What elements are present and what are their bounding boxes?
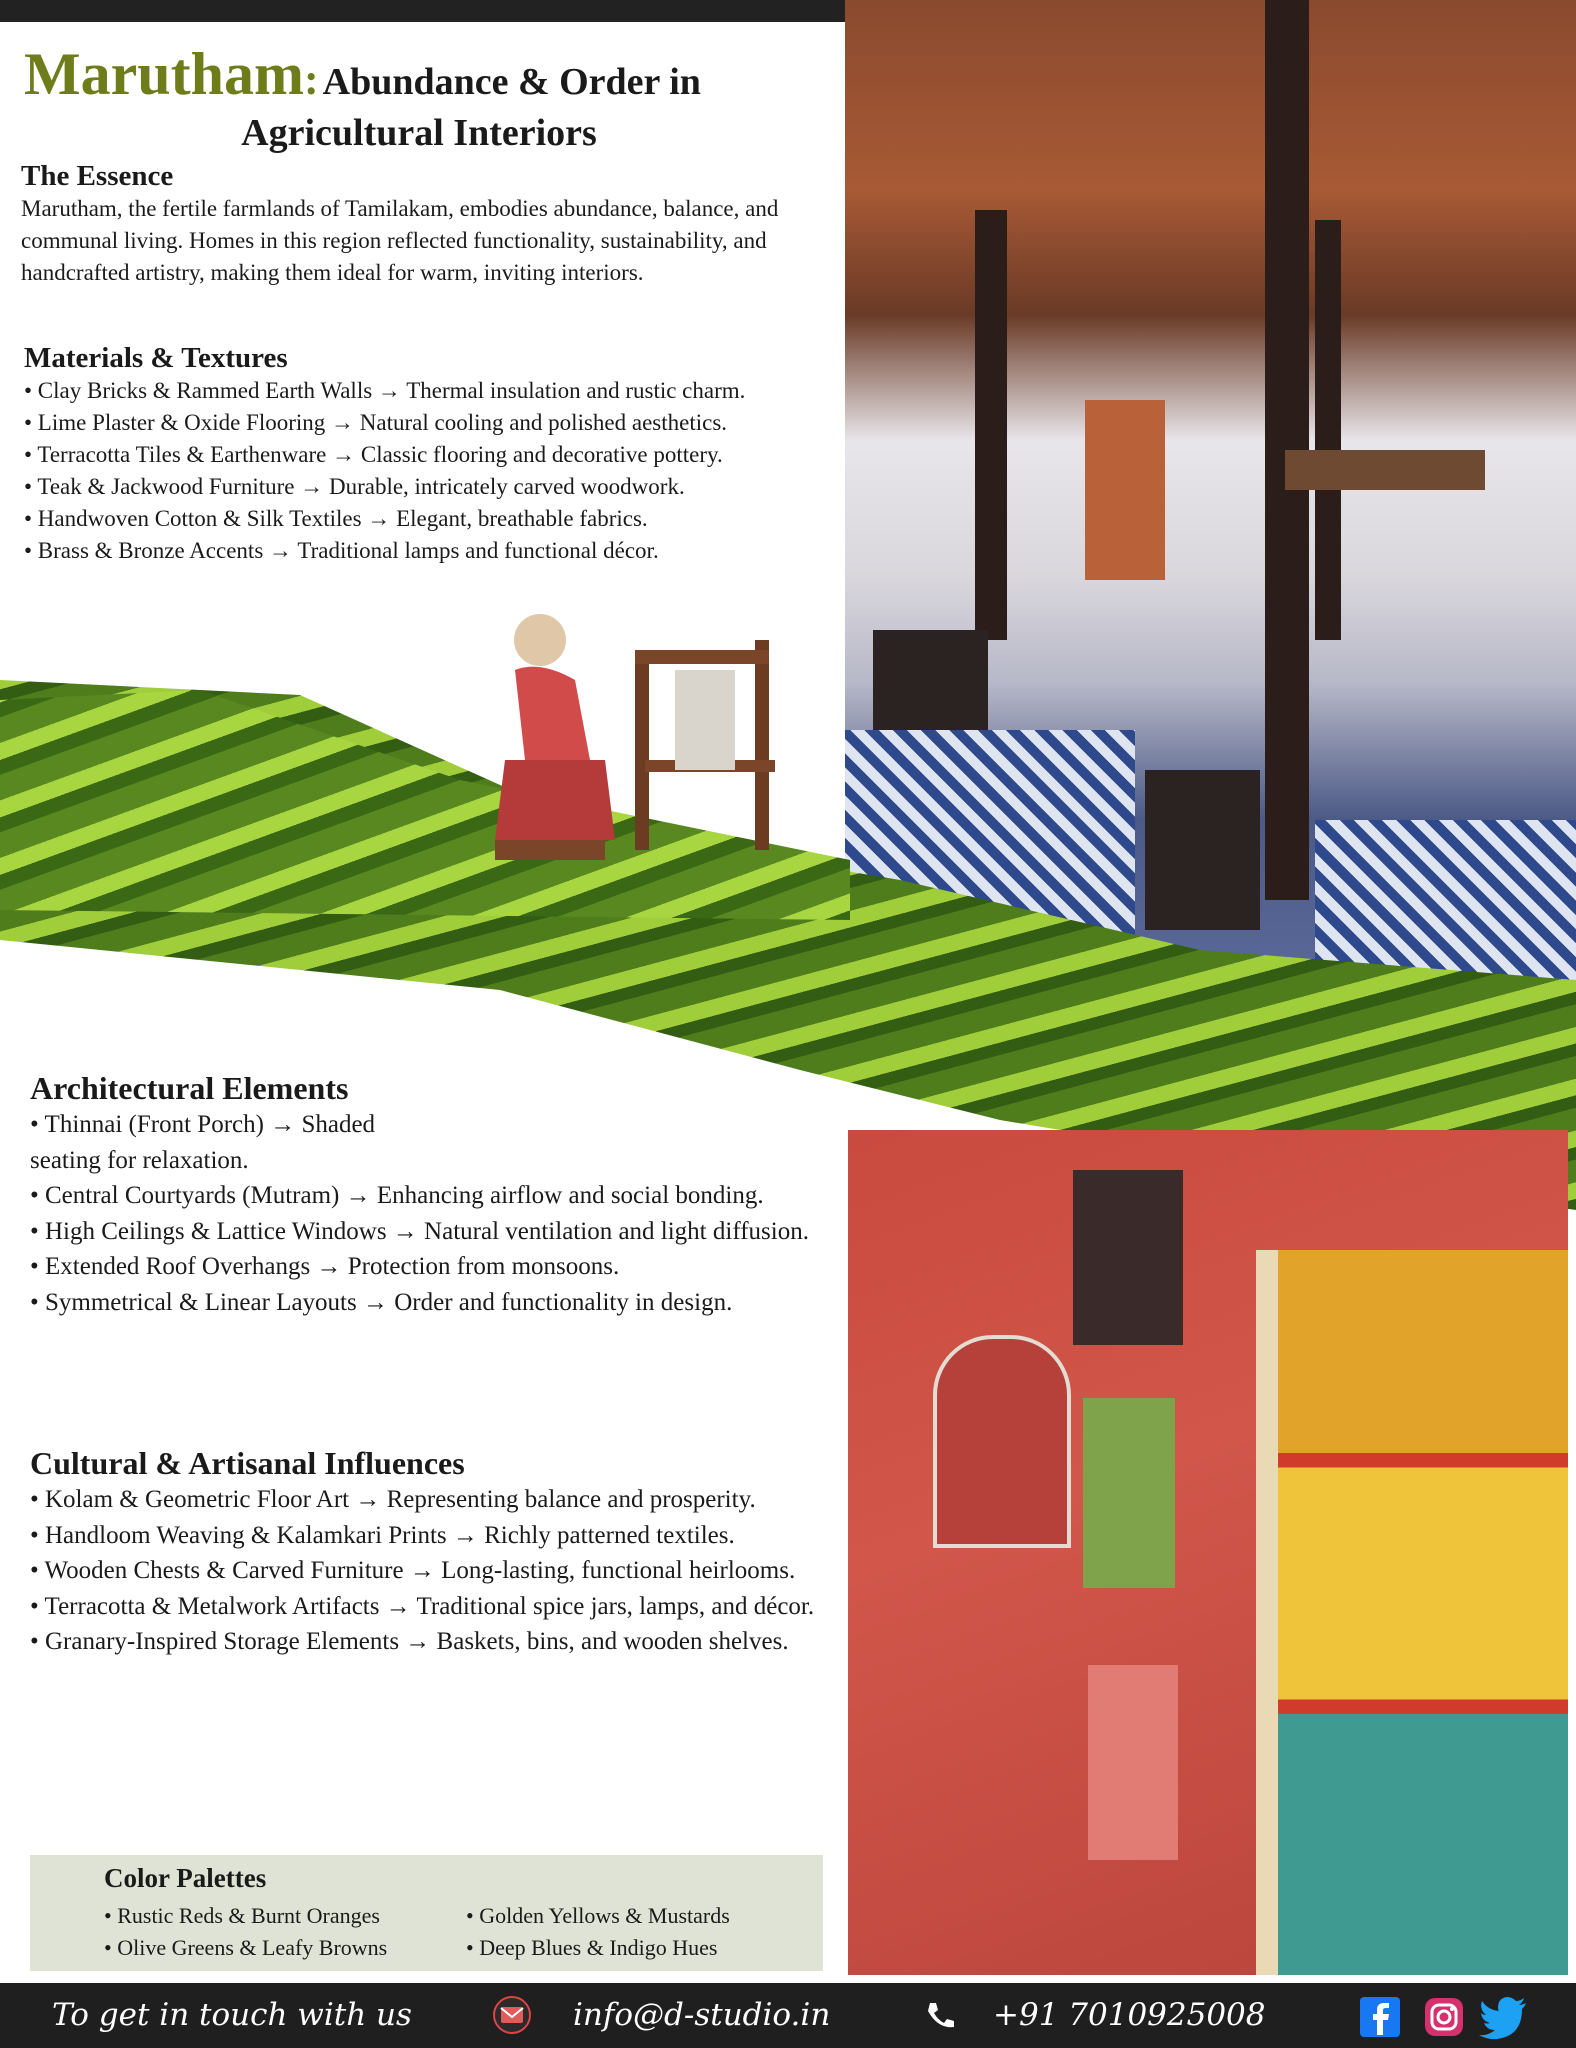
list-item: • Terracotta Tiles & Earthenware → Classic flooring and decorative pottery. (24, 442, 723, 467)
list-item: • Teak & Jackwood Furniture → Durable, intricately carved woodwork. (24, 474, 685, 499)
list-item: • Extended Roof Overhangs → Protection from monsoons. (30, 1253, 620, 1280)
title-main: Marutham (24, 41, 304, 107)
weaver-illustration (495, 610, 835, 900)
contact-label: To get in touch with us (52, 1997, 412, 2033)
list-item: • Central Courtyards (Mutram) → Enhancing airflow and social bonding. (30, 1182, 764, 1209)
palette-item: • Deep Blues & Indigo Hues (466, 1935, 718, 1960)
footer (0, 1983, 1576, 2048)
title-colon: : (303, 55, 319, 104)
palette-heading: Color Palettes (104, 1863, 267, 1893)
title-subtitle-line2: Agricultural Interiors (241, 112, 597, 154)
palette-item: • Rustic Reds & Burnt Oranges (104, 1903, 380, 1928)
mail-icon[interactable] (490, 1995, 534, 2035)
list-item: • Brass & Bronze Accents → Traditional lamps and functional décor. (24, 538, 659, 563)
list-item: • Kolam & Geometric Floor Art → Representing balance and prosperity. (30, 1486, 756, 1513)
list-item: • Handwoven Cotton & Silk Textiles → Elegant, breathable fabrics. (24, 506, 648, 531)
list-item: • Terracotta & Metalwork Artifacts → Traditional spice jars, lamps, and décor. (30, 1592, 815, 1620)
top-bar (0, 0, 850, 22)
list-item: • High Ceilings & Lattice Windows → Natural ventilation and light diffusion. (30, 1217, 809, 1245)
essence-section (21, 160, 841, 289)
list-item: • Wooden Chests & Carved Furniture → Long-lasting, functional heirlooms. (30, 1557, 796, 1584)
cultural-section (30, 1445, 840, 1660)
twitter-icon[interactable] (1478, 1995, 1530, 2039)
materials-heading: Materials & Textures (24, 342, 288, 374)
list-item: • Clay Bricks & Rammed Earth Walls → Thermal insulation and rustic charm. (24, 378, 746, 403)
materials-section (24, 342, 844, 567)
architecture-section (30, 1070, 840, 1320)
red-wall-photo (848, 1130, 1568, 1975)
cultural-heading: Cultural & Artisanal Influences (30, 1445, 465, 1481)
page-title (24, 40, 834, 155)
list-item: • Symmetrical & Linear Layouts → Order and functionality in design. (30, 1288, 733, 1316)
instagram-icon[interactable] (1422, 1995, 1468, 2039)
palette-item: • Golden Yellows & Mustards (466, 1903, 730, 1928)
email-link[interactable]: info@d-studio.in (573, 1997, 831, 2033)
courtyard-photo (845, 0, 1576, 1050)
phone-icon[interactable] (918, 1995, 962, 2035)
list-item: • Granary-Inspired Storage Elements → Baskets, bins, and wooden shelves. (30, 1628, 789, 1655)
list-item: • Lime Plaster & Oxide Flooring → Natural cooling and polished aesthetics. (24, 410, 728, 435)
facebook-icon[interactable] (1358, 1995, 1404, 2039)
essence-text: Marutham, the fertile farmlands of Tamilakam, embodies abundance, balance, and communal living. Homes in this region reflected functionality, sustainability, and handcrafted artistry, making them ideal for warm, inviting interiors. (21, 196, 779, 285)
kalamkari-panel (1256, 1250, 1568, 1975)
list-item: • Thinnai (Front Porch) → Shaded seating for relaxation. (30, 1111, 376, 1174)
color-palettes-box (30, 1855, 823, 1971)
palette-item: • Olive Greens & Leafy Browns (104, 1935, 388, 1960)
title-subtitle: Abundance & Order in (322, 61, 701, 103)
essence-heading: The Essence (21, 160, 174, 192)
phone-number[interactable]: +91 7010925008 (993, 1997, 1266, 2033)
architecture-heading: Architectural Elements (30, 1070, 349, 1106)
list-item: • Handloom Weaving & Kalamkari Prints → Richly patterned textiles. (30, 1521, 735, 1549)
